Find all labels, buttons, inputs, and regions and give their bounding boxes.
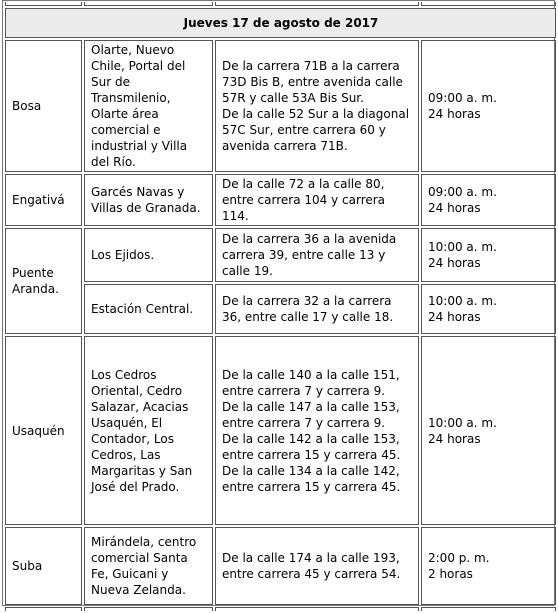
streets-cell: [215, 527, 419, 605]
streets-cell: [215, 228, 419, 282]
start-time: 09:00 a. m.: [428, 91, 497, 105]
neighborhoods-cell: Olarte, Nuevo Chile, Portal del Sur de Transmilenio, Olarte área comercial e industrial y Villa del Río.: [84, 40, 213, 172]
neighborhoods-cell: Mirándela, centro comercial Santa Fe, Guicani y Nueva Zelanda.: [84, 527, 213, 605]
start-time: 10:00 a. m.: [428, 294, 497, 308]
schedule-cell: [421, 228, 556, 282]
locality-cell: Puente Aranda.: [5, 228, 82, 334]
table-row: [5, 228, 556, 282]
start-time: 2:00 p. m.: [428, 551, 490, 565]
duration: 24 horas: [428, 107, 481, 121]
schedule-cell: [421, 527, 556, 605]
streets-cell: [215, 40, 419, 172]
locality-cell: Engativá: [5, 174, 82, 226]
street-range: De la calle 142 a la calle 153, entre carrera 15 y carrera 45.: [222, 431, 401, 462]
street-range: De la calle 134 a la calle 142, entre carrera 15 y carrera 45.: [222, 463, 401, 494]
date-header: Jueves 17 de agosto de 2017: [5, 8, 556, 38]
schedule-cell: [421, 284, 556, 334]
streets-cell: [215, 336, 419, 525]
street-range: De la carrera 32 a la carrera 36, entre calle 17 y calle 18.: [222, 294, 394, 324]
table-row: [5, 527, 556, 605]
street-range: De la carrera 36 a la avenida carrera 39, entre calle 13 y calle 19.: [222, 232, 397, 278]
table-row: [5, 336, 556, 525]
table-row: [5, 174, 556, 226]
table-row: [5, 284, 556, 334]
table-bottom-edge: [5, 607, 556, 611]
duration: 24 horas: [428, 310, 481, 324]
streets-cell: [215, 284, 419, 334]
table-row: [5, 40, 556, 172]
street-range: De la calle 147 a la calle 153, entre carrera 7 y carrera 9.: [222, 399, 400, 430]
neighborhoods-cell: Garcés Navas y Villas de Granada.: [84, 174, 213, 226]
neighborhoods-cell: Estación Central.: [84, 284, 213, 334]
table-top-edge: [5, 2, 556, 6]
street-range: De la carrera 71B a la carrera 73D Bis B, entre avenida calle 57R y calle 53A Bis Sur.: [222, 59, 403, 105]
duration: 24 horas: [428, 256, 481, 270]
schedule-cell: [421, 40, 556, 172]
locality-cell: Suba: [5, 527, 82, 605]
street-range: De la calle 174 a la calle 193, entre carrera 45 y carrera 54.: [222, 551, 401, 581]
neighborhoods-cell: Los Cedros Oriental, Cedro Salazar, Acacias Usaquén, El Contador, Los Cedros, Las Margaritas y San José del Prado.: [84, 336, 213, 525]
schedule-cell: [421, 336, 556, 525]
locality-cell: Usaquén: [5, 336, 82, 525]
streets-cell: [215, 174, 419, 226]
street-range: De la calle 52 Sur a la diagonal 57C Sur, entre carrera 60 y avenida carrera 71B.: [222, 107, 410, 153]
locality-cell: Bosa: [5, 40, 82, 172]
date-header-row: [5, 8, 556, 38]
schedule-table: [3, 0, 558, 613]
duration: 2 horas: [428, 567, 473, 581]
duration: 24 horas: [428, 201, 481, 215]
start-time: 09:00 a. m.: [428, 185, 497, 199]
duration: 24 horas: [428, 431, 481, 446]
start-time: 10:00 a. m.: [428, 415, 497, 430]
schedule-cell: [421, 174, 556, 226]
street-range: De la calle 72 a la calle 80, entre carrera 104 y carrera 114.: [222, 177, 386, 223]
neighborhoods-cell: Los Ejidos.: [84, 228, 213, 282]
start-time: 10:00 a. m.: [428, 240, 497, 254]
street-range: De la calle 140 a la calle 151, entre carrera 7 y carrera 9.: [222, 367, 400, 398]
